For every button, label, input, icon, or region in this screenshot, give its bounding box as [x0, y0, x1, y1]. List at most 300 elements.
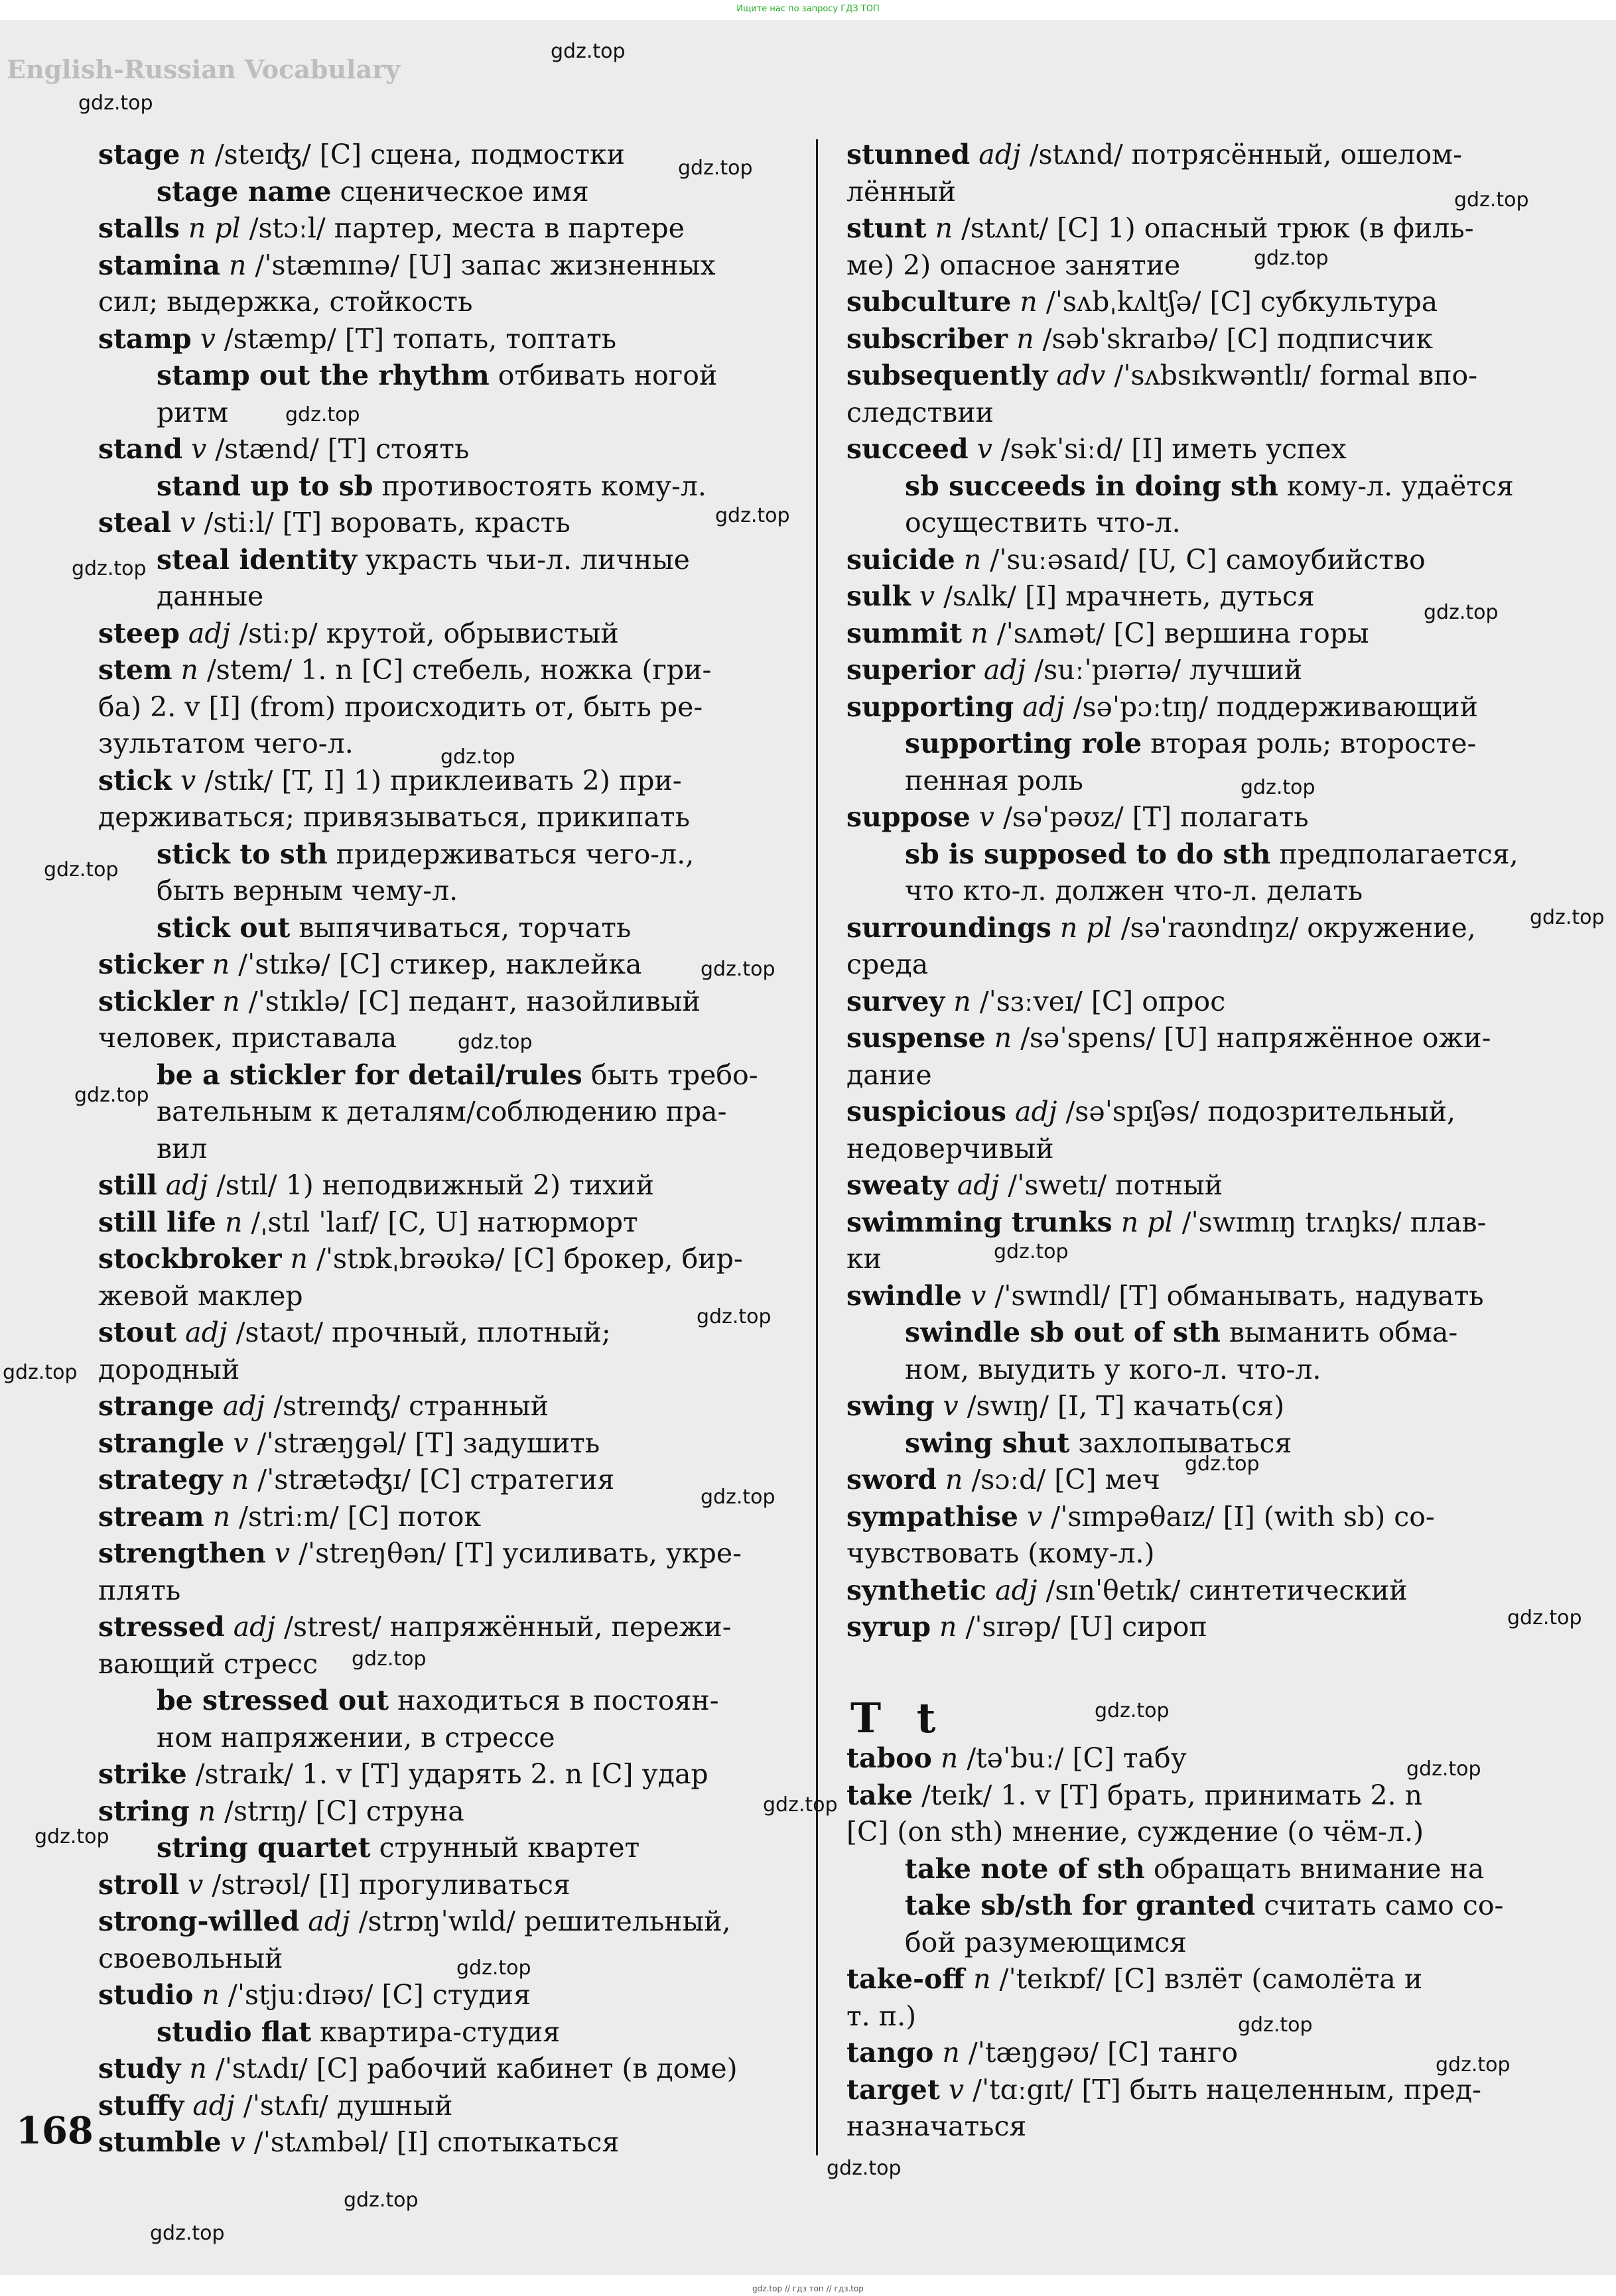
headword: stand up to sb — [157, 470, 373, 502]
part-of-speech: n — [971, 617, 988, 649]
headword: stick out — [157, 911, 291, 944]
watermark: gdz.top — [1406, 1757, 1481, 1781]
entry-continuation: дородный — [98, 1353, 240, 1385]
watermark: gdz.top — [1238, 2013, 1313, 2037]
part-of-speech: n — [945, 1464, 963, 1496]
definition: быть требо- — [582, 1058, 758, 1091]
dictionary-entry — [98, 763, 772, 800]
dictionary-subentry — [846, 1851, 1536, 1888]
dictionary-entry — [98, 1499, 772, 1536]
headword: still — [98, 1169, 157, 1201]
headword: stunt — [846, 212, 927, 244]
watermark: gdz.top — [150, 2222, 225, 2245]
entry-continuation: ки — [846, 1243, 882, 1275]
definition: /ˈstɪkə/ [C] стикер, наклейка — [230, 948, 642, 980]
dictionary-entry — [846, 2072, 1536, 2109]
headword: stamp out the rhythm — [157, 359, 490, 391]
headword: sb succeeds in doing sth — [905, 470, 1278, 502]
headword: take note of sth — [905, 1852, 1145, 1885]
definition: выманить обма- — [1220, 1316, 1458, 1348]
watermark: gdz.top — [285, 403, 360, 426]
definition: /stiːp/ крутой, обрывистый — [230, 617, 619, 649]
headword: strike — [98, 1758, 187, 1790]
headword: stroll — [98, 1868, 180, 1901]
definition: /ˈstɒkˌbrəʊkə/ [C] брокер, бир- — [307, 1243, 743, 1275]
part-of-speech: v — [191, 433, 207, 465]
part-of-speech: v — [274, 1537, 291, 1569]
dictionary-entry — [98, 1977, 772, 2014]
headword: swing — [846, 1390, 935, 1422]
dictionary-entry — [846, 799, 1536, 836]
part-of-speech: n — [198, 1795, 216, 1827]
entry-continuation: бой разумеющимся — [905, 1926, 1187, 1958]
dictionary-subentry — [98, 910, 772, 947]
dictionary-entry — [846, 210, 1536, 247]
page-number: 168 — [16, 2109, 94, 2153]
part-of-speech: n — [222, 985, 240, 1017]
watermark: gdz.top — [78, 92, 153, 115]
watermark: gdz.top — [74, 1084, 149, 1107]
definition: /steɪʤ/ [C] сцена, подмостки — [206, 139, 625, 170]
definition: /ˈtɑːgɪt/ [T] быть нацеленным, пред- — [964, 2073, 1481, 2106]
entry-continuation: держиваться; привязываться, прикипать — [98, 801, 690, 833]
part-of-speech: n — [1016, 322, 1034, 355]
headword: be a stickler for detail/rules — [157, 1058, 582, 1091]
definition: кому-л. удаётся — [1278, 470, 1514, 502]
dictionary-entry — [846, 357, 1536, 395]
headword: survey — [846, 985, 945, 1017]
headword: subculture — [846, 286, 1012, 318]
entry-continuation: пенная роль — [905, 764, 1083, 797]
part-of-speech: n — [188, 139, 206, 170]
part-of-speech: v — [230, 2126, 245, 2158]
headword: sticker — [98, 948, 204, 980]
watermark: gdz.top — [1424, 601, 1499, 624]
entry-continuation: [C] (on sth) мнение, суждение (о чём-л.) — [846, 1816, 1424, 1848]
headword: sb is supposed to do sth — [905, 838, 1271, 870]
headword: stage name — [157, 175, 332, 208]
dictionary-entry — [98, 210, 772, 247]
running-head: English-Russian Vocabulary — [7, 54, 401, 84]
dictionary-entry — [98, 652, 772, 689]
part-of-speech: v — [978, 801, 994, 833]
headword: string — [98, 1795, 190, 1827]
entry-continuation: недоверчивый — [846, 1132, 1054, 1165]
part-of-speech: adv — [1056, 359, 1106, 391]
dictionary-entry — [846, 652, 1536, 689]
part-of-speech: adj — [1015, 1096, 1057, 1127]
headword: strategy — [98, 1464, 223, 1496]
dictionary-entry — [846, 1777, 1536, 1815]
headword: take — [846, 1779, 913, 1811]
definition: /stʌnd/ потрясённый, ошелом- — [1020, 139, 1462, 170]
headword: stunned — [846, 139, 971, 170]
definition: /səˈspens/ [U] напряжённое ожи- — [1012, 1022, 1491, 1054]
dictionary-subentry — [98, 1057, 772, 1094]
headword: surroundings — [846, 911, 1051, 944]
part-of-speech: adj — [165, 1169, 208, 1201]
part-of-speech: n — [963, 543, 982, 576]
headword: sword — [846, 1464, 937, 1496]
headword: suspense — [846, 1022, 986, 1054]
definition: /ˈteɪkɒf/ [C] взлёт (самолёта и — [990, 1963, 1423, 1995]
entry-continuation: своевольный — [98, 1942, 283, 1974]
headword: stem — [98, 654, 172, 686]
headword: strengthen — [98, 1537, 266, 1569]
part-of-speech: n pl — [1059, 911, 1112, 944]
part-of-speech: n — [939, 1611, 957, 1643]
definition: /stɔːl/ партер, места в партере — [240, 212, 685, 244]
part-of-speech: adj — [185, 1316, 228, 1348]
definition: /strest/ напряжённый, пережи- — [275, 1611, 732, 1643]
watermark: gdz.top — [1254, 247, 1329, 270]
watermark: gdz.top — [458, 1031, 533, 1054]
watermark: gdz.top — [715, 504, 790, 527]
definition: /sʌlk/ [I] мрачнеть, дуться — [935, 580, 1315, 612]
watermark: gdz.top — [1454, 188, 1529, 212]
watermark: gdz.top — [678, 157, 753, 180]
dictionary-entry — [846, 1961, 1536, 1998]
part-of-speech: adj — [233, 1611, 276, 1643]
dictionary-entry — [846, 910, 1536, 947]
part-of-speech: n pl — [188, 212, 241, 244]
dictionary-entry — [846, 2035, 1536, 2072]
headword: stressed — [98, 1611, 225, 1643]
definition: считать само со- — [1255, 1889, 1504, 1921]
right-column — [846, 137, 1536, 1646]
dictionary-entry — [846, 1020, 1536, 1057]
dictionary-entry — [846, 1388, 1536, 1425]
part-of-speech: adj — [192, 2089, 235, 2122]
watermark: gdz.top — [1095, 1699, 1170, 1722]
dictionary-entry — [846, 1572, 1536, 1610]
part-of-speech: n — [212, 948, 230, 980]
dictionary-entry — [846, 137, 1536, 174]
dictionary-entry — [846, 431, 1536, 468]
headword: swindle sb out of sth — [905, 1316, 1221, 1348]
entry-continuation: среда — [846, 948, 929, 980]
column-divider — [816, 139, 818, 2155]
headword: succeed — [846, 433, 969, 465]
watermark: gdz.top — [34, 1825, 109, 1848]
headword: study — [98, 2053, 181, 2084]
definition: /ˈsʌmət/ [C] вершина горы — [988, 617, 1369, 649]
headword: sulk — [846, 580, 911, 612]
watermark: gdz.top — [344, 2189, 419, 2212]
watermark: gdz.top — [1436, 2053, 1511, 2076]
definition: отбивать ногой — [489, 359, 718, 391]
headword: synthetic — [846, 1574, 987, 1606]
definition: /teɪk/ 1. v [T] брать, принимать 2. n — [913, 1779, 1423, 1811]
definition: /ˈsʌbˌkʌltʃə/ [C] субкультура — [1037, 286, 1438, 318]
definition: /ˌstɪl ˈlaɪf/ [C, U] натюрморт — [242, 1206, 638, 1238]
dictionary-subentry — [98, 542, 772, 579]
entry-continuation: вил — [157, 1132, 208, 1165]
definition: /ˈstreŋθən/ [T] усиливать, укре- — [290, 1537, 742, 1569]
headword: sweaty — [846, 1169, 949, 1201]
headword: subsequently — [846, 359, 1048, 391]
part-of-speech: n pl — [1120, 1206, 1174, 1238]
entry-continuation: вающий стресс — [98, 1647, 318, 1680]
definition: /səˈspɪʃəs/ подозрительный, — [1057, 1096, 1456, 1127]
dictionary-entry — [98, 1204, 772, 1242]
headword: take-off — [846, 1963, 965, 1995]
part-of-speech: n — [224, 1206, 243, 1238]
dictionary-subentry — [846, 1314, 1536, 1352]
headword: supporting — [846, 690, 1014, 723]
headword: still life — [98, 1206, 216, 1238]
dictionary-entry — [98, 1314, 772, 1352]
headword: taboo — [846, 1742, 932, 1774]
watermark: gdz.top — [994, 1240, 1069, 1263]
headword: stumble — [98, 2126, 222, 2158]
dictionary-entry — [98, 2051, 772, 2088]
entry-continuation: лённый — [846, 175, 956, 208]
definition: /ˈsuːəsaɪd/ [U, C] самоубийство — [981, 543, 1426, 576]
watermark: gdz.top — [551, 40, 626, 63]
entry-continuation: осуществить что-л. — [905, 507, 1181, 539]
dictionary-entry — [98, 1535, 772, 1572]
definition: /ˈstʌmbəl/ [I] спотыкаться — [245, 2126, 620, 2158]
definition: /ˈtæŋgəʊ/ [C] танго — [959, 2037, 1239, 2069]
part-of-speech: adj — [222, 1390, 265, 1422]
watermark: gdz.top — [456, 1956, 531, 1980]
dictionary-entry — [98, 615, 772, 653]
headword: steal identity — [157, 543, 357, 576]
definition: /strɪŋ/ [C] струна — [216, 1795, 464, 1827]
definition: /stʌnt/ [C] 1) опасный трюк (в филь- — [953, 212, 1474, 244]
dictionary-entry — [98, 984, 772, 1021]
entry-continuation: назначаться — [846, 2110, 1027, 2142]
part-of-speech: v — [180, 507, 196, 539]
watermark: gdz.top — [1241, 776, 1315, 799]
definition: /ˈswɪndl/ [T] обманывать, надувать — [986, 1279, 1484, 1312]
entry-continuation: ме) 2) опасное занятие — [846, 249, 1181, 281]
definition: /ˈstʌdɪ/ [C] рабочий кабинет (в доме) — [206, 2053, 738, 2084]
headword: be stressed out — [157, 1685, 389, 1716]
dictionary-entry — [98, 1756, 772, 1793]
dictionary-subentry — [98, 1830, 772, 1867]
definition: /stæmp/ [T] топать, топтать — [215, 322, 617, 355]
definition: /sɪnˈθetɪk/ синтетический — [1037, 1574, 1408, 1606]
part-of-speech: n — [202, 1979, 220, 2011]
dictionary-subentry — [98, 468, 772, 505]
definition: /strəʊl/ [I] прогуливаться — [203, 1868, 571, 1901]
dictionary-entry — [98, 247, 772, 285]
entry-continuation: ном, выудить у кого-л. что-л. — [905, 1353, 1321, 1385]
part-of-speech: v — [200, 322, 216, 355]
watermark: gdz.top — [827, 2157, 902, 2180]
dictionary-subentry — [98, 2014, 772, 2051]
definition: /streɪnʤ/ странный — [265, 1390, 549, 1422]
headword: supporting role — [905, 728, 1142, 759]
dictionary-entry — [846, 1278, 1536, 1315]
dictionary-entry — [846, 1204, 1536, 1242]
headword: strange — [98, 1390, 214, 1422]
entry-continuation: человек, приставала — [98, 1022, 397, 1054]
footer-line: gdz.top // гдз топ // гдз.top — [752, 2284, 864, 2293]
definition: выпячиваться, торчать — [290, 911, 632, 944]
dictionary-entry — [98, 2124, 772, 2161]
part-of-speech: n — [935, 212, 953, 244]
definition: квартира-студия — [311, 2015, 561, 2048]
dictionary-entry — [846, 1167, 1536, 1204]
dictionary-entry — [98, 1609, 772, 1646]
definition: сценическое имя — [331, 175, 589, 208]
dictionary-entry — [98, 431, 772, 468]
headword: target — [846, 2073, 940, 2106]
definition: /stɪl/ 1) неподвижный 2) тихий — [208, 1169, 654, 1201]
dictionary-entry — [98, 1793, 772, 1830]
definition: /stem/ 1. n [C] стебель, ножка (гри- — [198, 654, 712, 686]
part-of-speech: n — [180, 654, 198, 686]
dictionary-entry — [846, 284, 1536, 321]
part-of-speech: adj — [308, 1905, 350, 1937]
headword: stamp — [98, 322, 192, 355]
watermark: gdz.top — [1530, 906, 1605, 929]
definition: захлопываться — [1069, 1427, 1292, 1459]
headword: swindle — [846, 1279, 963, 1312]
dictionary-entry — [846, 984, 1536, 1021]
watermark: gdz.top — [44, 858, 119, 881]
entry-continuation: плять — [98, 1574, 181, 1606]
definition: /ˈstræŋgəl/ [T] задушить — [248, 1427, 600, 1459]
headword: stick — [98, 764, 172, 797]
headword: steal — [98, 507, 172, 539]
definition: /ˈstjuːdɪəʊ/ [C] студия — [219, 1979, 531, 2011]
headword: stockbroker — [98, 1243, 282, 1275]
definition: /ˈswetɪ/ потный — [999, 1169, 1223, 1201]
dictionary-entry — [98, 1462, 772, 1499]
entry-continuation: жевой маклер — [98, 1279, 303, 1312]
definition: /təˈbuː/ [C] табу — [958, 1742, 1187, 1774]
part-of-speech: n — [942, 2037, 960, 2069]
definition: /ˈstɪklə/ [C] педант, назойливый — [239, 985, 701, 1017]
part-of-speech: n — [290, 1243, 308, 1275]
dictionary-subentry — [98, 836, 772, 873]
definition: /straɪk/ 1. v [T] ударять 2. n [C] удар — [186, 1758, 708, 1790]
headword: stout — [98, 1316, 177, 1348]
definition: /suːˈpɪərɪə/ лучший — [1026, 654, 1303, 686]
headword: superior — [846, 654, 975, 686]
watermark: gdz.top — [1507, 1606, 1582, 1629]
headword: stand — [98, 433, 183, 465]
part-of-speech: n — [994, 1022, 1012, 1054]
section-letter-t: T t — [850, 1694, 947, 1742]
headword: stuffy — [98, 2089, 184, 2122]
dictionary-subentry — [846, 836, 1536, 873]
dictionary-entry — [98, 137, 772, 174]
headword: suicide — [846, 543, 955, 576]
dictionary-entry — [846, 689, 1536, 726]
part-of-speech: adj — [983, 654, 1026, 686]
definition: находиться в постоян- — [389, 1685, 719, 1716]
dictionary-subentry — [98, 174, 772, 211]
entry-continuation: зультатом чего-л. — [98, 728, 354, 759]
part-of-speech: n — [973, 1963, 991, 1995]
definition: /swɪŋ/ [I, T] качать(ся) — [958, 1390, 1285, 1422]
definition: /ˈstæmɪnə/ [U] запас жизненных — [246, 249, 716, 281]
part-of-speech: v — [919, 580, 935, 612]
headword: stage — [98, 139, 180, 170]
headword: suspicious — [846, 1096, 1006, 1127]
headword: stream — [98, 1500, 204, 1533]
entry-continuation: вательным к деталям/соблюдению пра- — [157, 1096, 727, 1127]
part-of-speech: v — [1027, 1500, 1043, 1533]
definition: /ˈswɪmɪŋ trʌŋks/ плав- — [1173, 1206, 1487, 1238]
definition: /stɪk/ [T, I] 1) приклеивать 2) при- — [196, 764, 682, 797]
part-of-speech: v — [976, 433, 992, 465]
entry-continuation: дание — [846, 1058, 932, 1091]
dictionary-subentry — [846, 1887, 1536, 1925]
definition: /ˈstrætəʤɪ/ [C] стратегия — [249, 1464, 615, 1496]
part-of-speech: n — [953, 985, 971, 1017]
dictionary-entry — [98, 1903, 772, 1941]
part-of-speech: adj — [957, 1169, 1000, 1201]
dictionary-entry — [98, 2088, 772, 2125]
headword: studio — [98, 1979, 194, 2011]
definition: /stænd/ [T] стоять — [206, 433, 470, 465]
watermark: gdz.top — [701, 958, 775, 981]
dictionary-entry — [846, 542, 1536, 579]
dictionary-entry — [846, 321, 1536, 358]
part-of-speech: n — [189, 2053, 207, 2084]
entry-continuation: быть верным чему-л. — [157, 875, 458, 907]
part-of-speech: n — [228, 249, 247, 281]
watermark: gdz.top — [1185, 1452, 1260, 1476]
definition: /ˈsʌbsɪkwəntlɪ/ formal впо- — [1105, 359, 1478, 391]
definition: предполагается, — [1270, 838, 1518, 870]
headword: subscriber — [846, 322, 1008, 355]
watermark: gdz.top — [763, 1793, 838, 1817]
headword: swing shut — [905, 1427, 1070, 1459]
entry-continuation: ном напряжении, в стрессе — [157, 1721, 555, 1754]
dictionary-subentry — [846, 726, 1536, 763]
definition: /staʊt/ прочный, плотный; — [227, 1316, 611, 1348]
headword: stamina — [98, 249, 220, 281]
dictionary-subentry — [98, 1683, 772, 1720]
part-of-speech: adj — [978, 139, 1021, 170]
part-of-speech: v — [180, 764, 196, 797]
part-of-speech: n — [940, 1742, 959, 1774]
dictionary-entry — [98, 505, 772, 542]
watermark: gdz.top — [72, 557, 147, 580]
entry-continuation: ритм — [157, 396, 229, 428]
definition: противостоять кому-л. — [373, 470, 707, 502]
definition: вторая роль; второсте- — [1142, 728, 1477, 759]
entry-continuation: данные — [157, 580, 264, 612]
definition: /strɒŋˈwɪld/ решительный, — [350, 1905, 731, 1937]
headword: summit — [846, 617, 963, 649]
definition: /ˈsɪrəp/ [U] сироп — [957, 1611, 1207, 1643]
dictionary-entry — [98, 1167, 772, 1204]
headword: steep — [98, 617, 180, 649]
watermark: gdz.top — [440, 745, 515, 769]
definition: /ˈsɪmpəθaɪz/ [I] (with sb) со- — [1042, 1500, 1435, 1533]
part-of-speech: v — [943, 1390, 959, 1422]
watermark: gdz.top — [352, 1647, 427, 1671]
definition: /ˈsɜːveɪ/ [C] опрос — [971, 985, 1226, 1017]
part-of-speech: v — [948, 2073, 965, 2106]
headword: sympathise — [846, 1500, 1019, 1533]
dictionary-entry — [98, 946, 772, 984]
part-of-speech: adj — [188, 617, 231, 649]
headword: stick to sth — [157, 838, 328, 870]
part-of-speech: v — [233, 1427, 249, 1459]
watermark: gdz.top — [3, 1361, 78, 1384]
dictionary-subentry — [846, 468, 1536, 505]
part-of-speech: n — [1020, 286, 1038, 318]
